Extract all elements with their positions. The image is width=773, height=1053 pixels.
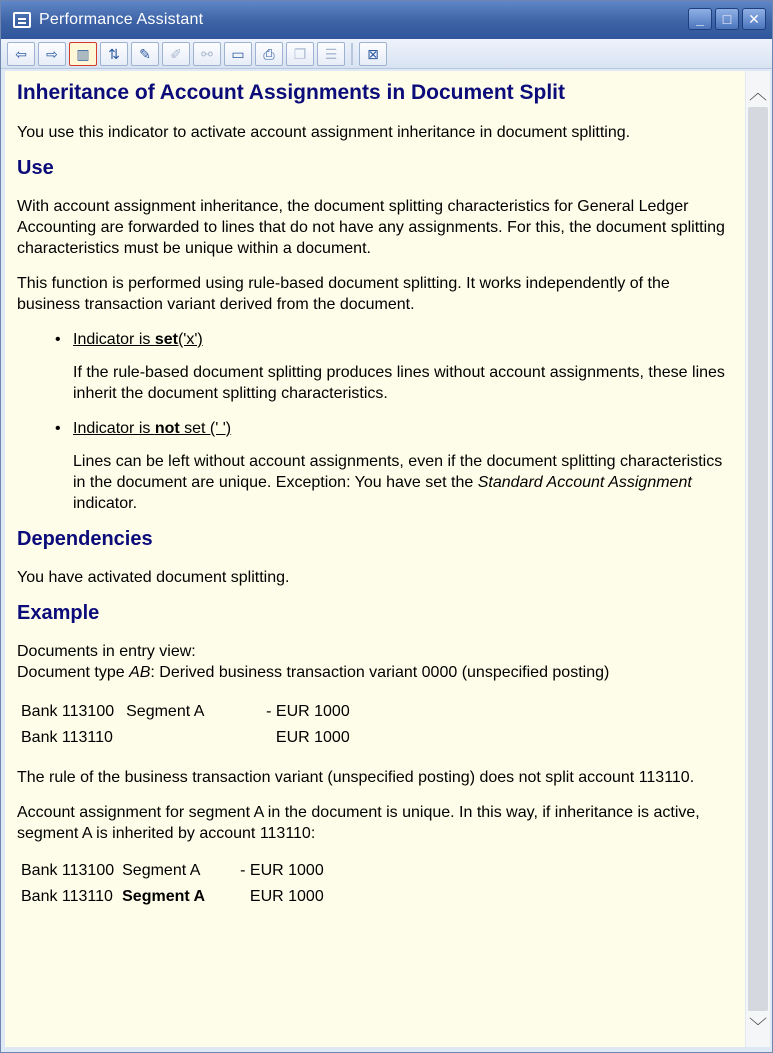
amount-cell: EUR 1000 — [249, 888, 324, 905]
window-title: Performance Assistant — [39, 11, 204, 28]
not-set-desc-italic: Standard Account Assignment — [477, 474, 692, 491]
indicator-not-set-pre: Indicator is — [73, 420, 155, 437]
toolbar — [1, 39, 772, 69]
indicator-not-set-description — [73, 451, 733, 514]
bullet-indicator-not-set — [55, 418, 733, 439]
example-rule-paragraph: The rule of the business transaction variant (unspecified posting) does not split account 113110. — [17, 769, 695, 786]
help-content[interactable] — [5, 71, 745, 1047]
copy-icon: ❐ — [286, 42, 314, 66]
doc-title: Inheritance of Account Assignments in Document Split — [17, 81, 565, 104]
table-row — [21, 725, 362, 751]
vertical-scrollbar[interactable] — [746, 71, 770, 1047]
account-cell: Bank 113110 — [21, 729, 113, 746]
table-row — [21, 884, 336, 910]
indicator-not-set-bold: not — [154, 420, 180, 437]
amount-cell: - EUR 1000 — [266, 703, 350, 720]
example-heading: Example — [17, 602, 100, 624]
title-bar[interactable] — [1, 1, 772, 39]
indicator-set-description: If the rule-based document splitting produces lines without account assignments, these lines inherit the document splitting characteristics. — [73, 364, 725, 402]
scroll-track[interactable] — [748, 107, 768, 1011]
account-cell: Bank 113100 — [21, 703, 115, 720]
use-heading: Use — [17, 157, 54, 179]
settings-icon[interactable]: ⇅ — [100, 42, 128, 66]
account-cell: Bank 113100 — [21, 862, 115, 879]
help-window-icon — [13, 12, 31, 28]
entry-view-table — [21, 699, 362, 751]
scroll-down-icon[interactable]: ﹀ — [749, 1017, 767, 1037]
amount-cell: - EUR 1000 — [240, 862, 324, 879]
account-cell: Bank 113110 — [21, 888, 113, 905]
highlight-icon: ✐ — [162, 42, 190, 66]
close-button[interactable]: ✕ — [742, 8, 766, 30]
use-paragraph-1: With account assignment inheritance, the document splitting characteristics for General Ledger Accounting are forwarded to lines that do not have any assignments. For this, the document splitting characteristics must be unique within a document. — [17, 198, 725, 257]
notes-icon: ☰ — [317, 42, 345, 66]
table-row — [21, 699, 362, 725]
segment-bold: Segment A — [122, 888, 206, 905]
use-paragraph-2: This function is performed using rule-based document splitting. It works independently of the business transaction variant derived from the document. — [17, 275, 670, 313]
example-line-2-post: : Derived business transaction variant 0000 (unspecified posting) — [150, 664, 610, 681]
back-arrow-icon[interactable]: ⇦ — [7, 42, 35, 66]
close-help-icon[interactable]: ⊠ — [359, 42, 387, 66]
window-controls — [688, 8, 766, 30]
toolbar-separator — [351, 43, 353, 65]
print-icon[interactable]: ⎙ — [255, 42, 283, 66]
example-line-2-pre: Document type — [17, 664, 130, 681]
forward-arrow-icon[interactable]: ⇨ — [38, 42, 66, 66]
bullet-dot: • — [55, 331, 61, 348]
dependencies-text: You have activated document splitting. — [17, 569, 290, 586]
example-line-2-italic: AB — [129, 664, 151, 681]
links-icon: ⚯ — [193, 42, 221, 66]
indicator-not-set-link[interactable] — [73, 418, 231, 439]
example-line-1: Documents in entry view: — [17, 643, 196, 660]
indicator-set-link[interactable] — [73, 329, 203, 350]
inherited-view-table — [21, 858, 336, 910]
segment-cell: Segment A — [122, 862, 201, 879]
not-set-desc-pre: Lines can be left without account assignments, even if the document splitting characteristics in the document are unique. Exception: You have set the — [73, 453, 723, 491]
amount-cell: EUR 1000 — [275, 729, 350, 746]
edit-icon[interactable]: ✎ — [131, 42, 159, 66]
segment-cell — [122, 884, 240, 910]
table-row — [21, 858, 336, 884]
bullet-dot: • — [55, 420, 61, 437]
bullet-indicator-set — [55, 329, 733, 350]
indicator-not-set-post: set (' ') — [179, 420, 232, 437]
dependencies-heading: Dependencies — [17, 528, 153, 550]
indicator-set-pre: Indicator is — [73, 331, 155, 348]
example-unique-paragraph: Account assignment for segment A in the document is unique. In this way, if inheritance is active, segment A is inherited by account 113110: — [17, 804, 700, 842]
technical-info-icon[interactable]: ▥ — [69, 42, 97, 66]
maximize-button[interactable]: □ — [715, 8, 739, 30]
segment-cell — [126, 725, 266, 751]
display-icon[interactable]: ▭ — [224, 42, 252, 66]
indicator-set-bold: set — [154, 331, 178, 348]
doc-intro: You use this indicator to activate account assignment inheritance in document splitting. — [17, 124, 631, 141]
example-intro — [17, 641, 733, 683]
segment-cell: Segment A — [126, 703, 205, 720]
not-set-desc-post: indicator. — [73, 495, 138, 512]
indicator-set-post: ('x') — [177, 331, 203, 348]
minimize-button[interactable]: _ — [688, 8, 712, 30]
scroll-up-icon[interactable]: ︿ — [749, 83, 767, 103]
